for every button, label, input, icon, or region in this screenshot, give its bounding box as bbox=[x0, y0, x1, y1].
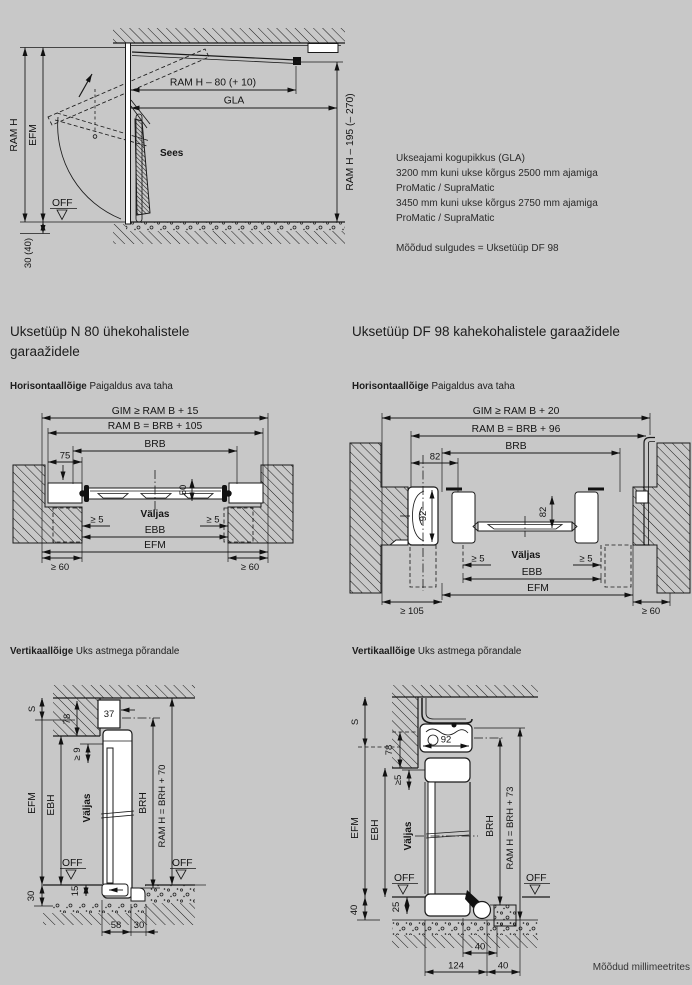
svg-text:GIM ≥ RAM B + 20: GIM ≥ RAM B + 20 bbox=[472, 406, 560, 417]
floor-step bbox=[131, 888, 145, 901]
svg-text:≥ 9: ≥ 9 bbox=[72, 747, 83, 761]
n80-horizontal-section-diagram bbox=[0, 395, 345, 620]
floor bbox=[113, 222, 345, 244]
dim-15 bbox=[70, 885, 86, 896]
door-frame bbox=[126, 43, 131, 224]
svg-text:40: 40 bbox=[349, 904, 360, 916]
frame-right bbox=[575, 489, 604, 543]
outside-label: Väljas bbox=[511, 550, 541, 561]
units-note: Mõõdud millimeetrites bbox=[592, 962, 690, 973]
svg-text:RAM H – 195 (– 270): RAM H – 195 (– 270) bbox=[345, 93, 356, 191]
frame-left bbox=[446, 489, 475, 543]
n80-title: Uksetüüp N 80 ühekohalistele garaažidele bbox=[10, 324, 190, 359]
svg-text:BRH: BRH bbox=[138, 792, 149, 814]
outside-label: Väljas bbox=[82, 793, 93, 823]
svg-text:40: 40 bbox=[497, 960, 509, 972]
dim-ebb bbox=[463, 567, 601, 583]
svg-text:BRB: BRB bbox=[505, 441, 527, 452]
svg-text:≥ 105: ≥ 105 bbox=[400, 606, 424, 617]
svg-text:EBH: EBH bbox=[370, 819, 381, 841]
svg-text:EBB: EBB bbox=[521, 567, 543, 578]
svg-text:BRB: BRB bbox=[144, 439, 166, 450]
svg-text:50: 50 bbox=[178, 484, 189, 496]
wall-left bbox=[13, 465, 82, 543]
svg-text:92: 92 bbox=[440, 734, 452, 746]
svg-text:≥ 5: ≥ 5 bbox=[206, 514, 220, 526]
dim-efm bbox=[28, 48, 43, 223]
dim-ge105 bbox=[382, 602, 442, 617]
note-line: 3200 mm kuni ukse kõrgus 2500 mm ajamiga bbox=[396, 168, 598, 179]
svg-text:37: 37 bbox=[103, 709, 115, 720]
dim-brh bbox=[474, 738, 508, 905]
svg-text:30: 30 bbox=[26, 890, 37, 902]
dim-ramh bbox=[474, 728, 525, 920]
frame-left bbox=[48, 483, 86, 503]
dim-ge5-left bbox=[82, 507, 110, 530]
dim-drop-height bbox=[296, 62, 356, 222]
lintel bbox=[392, 697, 418, 768]
section-desc-label: Uks astmega põrandale bbox=[417, 646, 522, 657]
svg-text:S: S bbox=[350, 718, 361, 726]
svg-text:GIM ≥ RAM B + 15: GIM ≥ RAM B + 15 bbox=[111, 406, 199, 417]
dim-ebh bbox=[370, 768, 385, 897]
outside-label: Väljas bbox=[140, 509, 170, 520]
note-line bbox=[396, 226, 686, 241]
drive-rail bbox=[132, 52, 301, 65]
svg-text:92: 92 bbox=[418, 510, 429, 522]
dim-82-top bbox=[411, 452, 458, 493]
n80-vertical-section-diagram bbox=[10, 678, 320, 970]
ceiling-angle-bracket bbox=[422, 698, 472, 723]
svg-text:40: 40 bbox=[474, 941, 486, 953]
n80-horizontal-label bbox=[10, 381, 173, 392]
df98-vertical-label bbox=[352, 646, 521, 657]
ceiling bbox=[113, 28, 345, 46]
section-type-label: Vertikaallõige bbox=[10, 646, 74, 657]
svg-text:15: 15 bbox=[70, 885, 81, 897]
dim-ge9 bbox=[72, 744, 103, 763]
svg-text:RAM H = BRH + 73: RAM H = BRH + 73 bbox=[505, 786, 516, 870]
svg-text:≥ 60: ≥ 60 bbox=[240, 562, 260, 573]
dim-ge60-left bbox=[42, 543, 82, 573]
svg-text:RAM H: RAM H bbox=[9, 118, 20, 152]
off-marker-left bbox=[60, 858, 86, 879]
dim-ebb bbox=[82, 525, 228, 541]
ceiling bbox=[392, 685, 538, 697]
dim-ge60-right bbox=[228, 543, 268, 573]
svg-text:58: 58 bbox=[110, 920, 122, 931]
dim-ramh bbox=[157, 698, 180, 885]
svg-text:EBB: EBB bbox=[144, 525, 166, 536]
df98-vertical-section-diagram bbox=[330, 668, 670, 983]
outside-label: Väljas bbox=[403, 821, 414, 851]
dim-efm bbox=[350, 697, 365, 897]
note-line: 3450 mm kuni ukse kõrgus 2750 mm ajamiga bbox=[396, 198, 598, 209]
dim-75 bbox=[48, 451, 82, 484]
note-line: ProMatic / SupraMatic bbox=[396, 183, 495, 194]
section-desc-label: Uks astmega põrandale bbox=[75, 646, 180, 657]
svg-text:RAM H – 80 (+ 10): RAM H – 80 (+ 10) bbox=[169, 77, 257, 89]
svg-text:75: 75 bbox=[59, 450, 71, 462]
svg-text:EFM: EFM bbox=[27, 792, 38, 814]
swing-arrow bbox=[79, 74, 92, 97]
section-desc-label: Paigaldus ava taha bbox=[431, 381, 515, 392]
svg-text:RAM B = BRB + 96: RAM B = BRB + 96 bbox=[471, 424, 561, 435]
dim-25 bbox=[391, 897, 407, 914]
dim-ramb bbox=[411, 424, 646, 487]
note-line: Ukseajami kogupikkus (GLA) bbox=[396, 153, 525, 164]
svg-text:EBH: EBH bbox=[46, 794, 57, 816]
dim-base-depth bbox=[20, 222, 50, 268]
dim-ramb bbox=[48, 421, 263, 483]
svg-text:OFF: OFF bbox=[394, 873, 415, 884]
svg-text:GLA: GLA bbox=[223, 95, 245, 107]
svg-text:EFM: EFM bbox=[527, 583, 549, 594]
dim-efm bbox=[27, 698, 42, 885]
ceiling bbox=[53, 685, 195, 698]
svg-text:82: 82 bbox=[429, 451, 441, 463]
svg-text:≥ 60: ≥ 60 bbox=[50, 562, 70, 573]
svg-text:≥ 5: ≥ 5 bbox=[90, 514, 104, 526]
note-line: ProMatic / SupraMatic bbox=[396, 213, 495, 224]
dim-ge5 bbox=[393, 770, 425, 790]
svg-text:S: S bbox=[27, 705, 38, 713]
svg-text:RAM B = BRB + 105: RAM B = BRB + 105 bbox=[107, 421, 203, 432]
section-desc-label: Paigaldus ava taha bbox=[89, 381, 173, 392]
svg-text:≥ 60: ≥ 60 bbox=[641, 606, 661, 617]
df98-title: Uksetüüp DF 98 kahekohalistele garaažidele bbox=[352, 324, 620, 339]
inside-label: Sees bbox=[160, 148, 184, 159]
svg-text:OFF: OFF bbox=[172, 858, 193, 869]
drive-note bbox=[396, 151, 686, 256]
off-marker-right bbox=[170, 858, 206, 885]
section-type-label: Horisontaallõige bbox=[352, 381, 429, 392]
svg-text:≥ 5: ≥ 5 bbox=[471, 553, 485, 565]
dim-40-left bbox=[349, 897, 380, 920]
dim-brb bbox=[442, 441, 620, 492]
wall-right bbox=[224, 465, 293, 543]
dim-ge60 bbox=[633, 593, 670, 617]
n80-vertical-label bbox=[10, 646, 179, 657]
drive-motor-head bbox=[308, 44, 338, 53]
frame-right bbox=[225, 483, 263, 503]
svg-text:124: 124 bbox=[448, 960, 464, 972]
svg-text:OFF: OFF bbox=[526, 873, 547, 884]
wall-right bbox=[605, 443, 690, 593]
dim-30 bbox=[26, 885, 53, 906]
svg-text:OFF: OFF bbox=[62, 858, 83, 869]
section-type-label: Vertikaallõige bbox=[352, 646, 416, 657]
dim-ebh bbox=[46, 736, 61, 885]
ground bbox=[392, 920, 538, 948]
svg-text:EFM: EFM bbox=[28, 124, 39, 146]
door-panel bbox=[84, 485, 227, 502]
svg-text:RAM H = BRH + 70: RAM H = BRH + 70 bbox=[157, 764, 168, 848]
section-type-label: Horisontaallõige bbox=[10, 381, 87, 392]
off-level-marker bbox=[50, 198, 77, 220]
off-marker-right bbox=[522, 873, 550, 897]
dim-ge5-right bbox=[573, 545, 601, 569]
note-line: Mõõdud sulgudes = Uksetüüp DF 98 bbox=[396, 243, 559, 254]
svg-text:30 (40): 30 (40) bbox=[23, 237, 34, 269]
df98-horizontal-section-diagram bbox=[348, 395, 692, 635]
dim-ge5-left bbox=[463, 545, 491, 569]
svg-text:78: 78 bbox=[62, 713, 73, 725]
svg-text:≥5: ≥5 bbox=[393, 774, 404, 786]
df98-horizontal-label bbox=[352, 381, 515, 392]
closed-door-panel bbox=[131, 100, 150, 222]
svg-text:25: 25 bbox=[391, 901, 402, 913]
header-box-37 bbox=[98, 700, 135, 728]
svg-text:78: 78 bbox=[384, 744, 395, 756]
spring-track-assembly bbox=[420, 723, 472, 753]
svg-text:EFM: EFM bbox=[350, 817, 361, 839]
lintel bbox=[53, 698, 100, 736]
dim-gla bbox=[131, 96, 337, 109]
svg-text:BRH: BRH bbox=[485, 815, 496, 837]
svg-text:82: 82 bbox=[538, 506, 549, 518]
svg-text:30: 30 bbox=[133, 920, 145, 931]
off-marker-left bbox=[392, 873, 425, 897]
door-panel bbox=[473, 516, 577, 537]
svg-text:OFF: OFF bbox=[52, 198, 73, 209]
door-leaf bbox=[101, 730, 134, 898]
svg-text:EFM: EFM bbox=[144, 540, 166, 551]
svg-text:≥ 5: ≥ 5 bbox=[579, 553, 593, 565]
